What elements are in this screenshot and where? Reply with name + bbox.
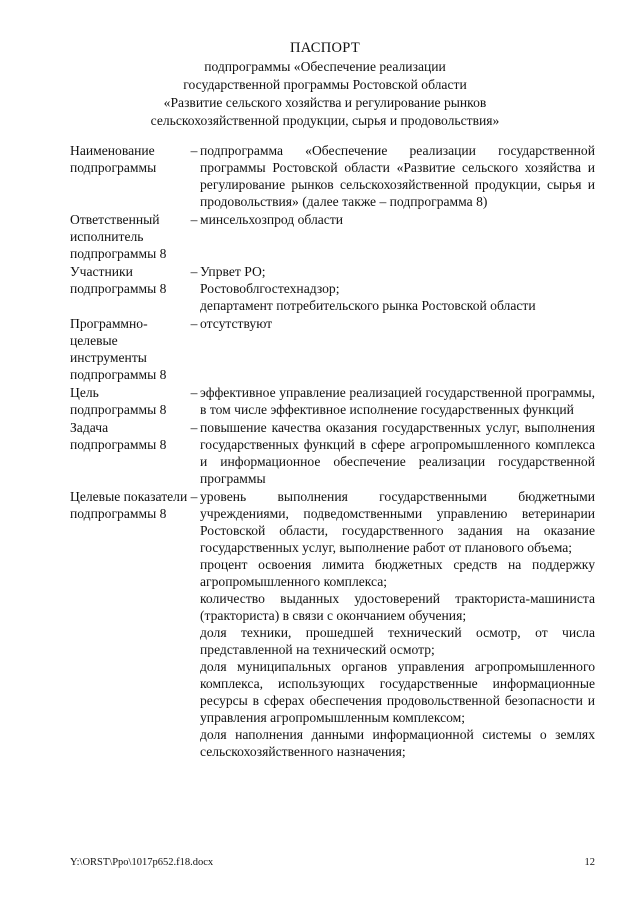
row-dash: – (190, 212, 198, 227)
row-label: Целевые показатели подпрограммы 8 (70, 489, 188, 521)
passport-row-task (70, 419, 595, 487)
passport-row-goal (70, 384, 595, 418)
value-paragraph: департамент потребительского рынка Ростовской области (200, 298, 536, 313)
row-dash: – (190, 420, 198, 435)
file-path: Y:\ORST\Ppo\1017p652.f18.docx (70, 857, 214, 868)
value-paragraph: доля муниципальных органов управления агропромышленного комплекса, использующих государственные информационные ресурсы в сферах обеспечения продовольственной безопасности и управления агропромышленным комплексом; (200, 659, 595, 725)
value-paragraph: процент освоения лимита бюджетных средств на поддержку агропромышленного комплекса; (200, 557, 595, 589)
row-value (200, 419, 595, 487)
value-paragraph: Ростовоблгостехнадзор; (200, 281, 340, 296)
passport-table (70, 142, 595, 761)
passport-row-participants (70, 263, 595, 314)
page-number: 12 (584, 857, 595, 868)
value-paragraph: уровень выполнения государственными бюджетными учреждениями, подведомственными управлению ветеринарии Ростовской области, государственного задания на оказание государственных услуг, выполнение работ от планового объема; (200, 489, 595, 555)
subtitle-line: государственной программы Ростовской области (183, 77, 467, 92)
value-paragraph: доля техники, прошедшей технический осмотр, от числа представленной на технический осмотр; (200, 625, 595, 657)
passport-row-name (70, 142, 595, 210)
subtitle-line: подпрограммы «Обеспечение реализации (204, 59, 446, 74)
row-value (200, 384, 595, 418)
row-label: Участники подпрограммы 8 (70, 264, 167, 296)
row-label: Цель подпрограммы 8 (70, 385, 167, 417)
row-label: Наименование подпрограммы (70, 143, 157, 175)
row-dash: – (190, 316, 198, 331)
row-value (200, 315, 595, 383)
row-label: Программно-целевые инструменты подпрограммы 8 (70, 316, 167, 382)
value-paragraph: минсельхозпрод области (200, 212, 344, 227)
value-paragraph: отсутствуют (200, 316, 273, 331)
row-dash: – (190, 264, 198, 279)
passport-row-instruments (70, 315, 595, 383)
value-paragraph: доля наполнения данными информационной системы о землях сельскохозяйственного назначения; (200, 727, 595, 759)
value-paragraph: количество выданных удостоверений тракториста-машиниста (тракториста) в связи с окончанием обучения; (200, 591, 595, 623)
row-value (200, 211, 595, 262)
value-paragraph: подпрограмма «Обеспечение реализации государственной программы Ростовской области «Развитие сельского хозяйства и регулирование рынков сельскохозяйственной продукции, сырья и продовольствия» (далее также – подпрограмма 8) (200, 143, 595, 209)
row-dash: – (190, 489, 198, 504)
passport-row-executor (70, 211, 595, 262)
subtitle-line: «Развитие сельского хозяйства и регулирование рынков (163, 95, 487, 110)
subtitle-line: сельскохозяйственной продукции, сырья и продовольствия» (150, 113, 500, 128)
passport-row-indicators (70, 488, 595, 760)
row-label: Задача подпрограммы 8 (70, 420, 167, 452)
row-value (200, 142, 595, 210)
row-dash: – (190, 385, 198, 400)
document-title: ПАСПОРТ (289, 40, 361, 56)
value-paragraph: повышение качества оказания государственных услуг, выполнения государственных функций в сфере агропромышленного комплекса и информационное обеспечение реализации государственной программы (200, 420, 595, 486)
value-paragraph: Упрвет РО; (200, 264, 266, 279)
passport-header (60, 38, 590, 130)
value-paragraph: эффективное управление реализацией государственной программы, в том числе эффективное исполнение государственных функций (200, 385, 595, 417)
row-value (200, 263, 595, 314)
row-value (200, 488, 595, 760)
row-dash: – (190, 143, 198, 158)
page-footer (70, 854, 595, 871)
row-label: Ответственный исполнитель подпрограммы 8 (70, 212, 167, 261)
